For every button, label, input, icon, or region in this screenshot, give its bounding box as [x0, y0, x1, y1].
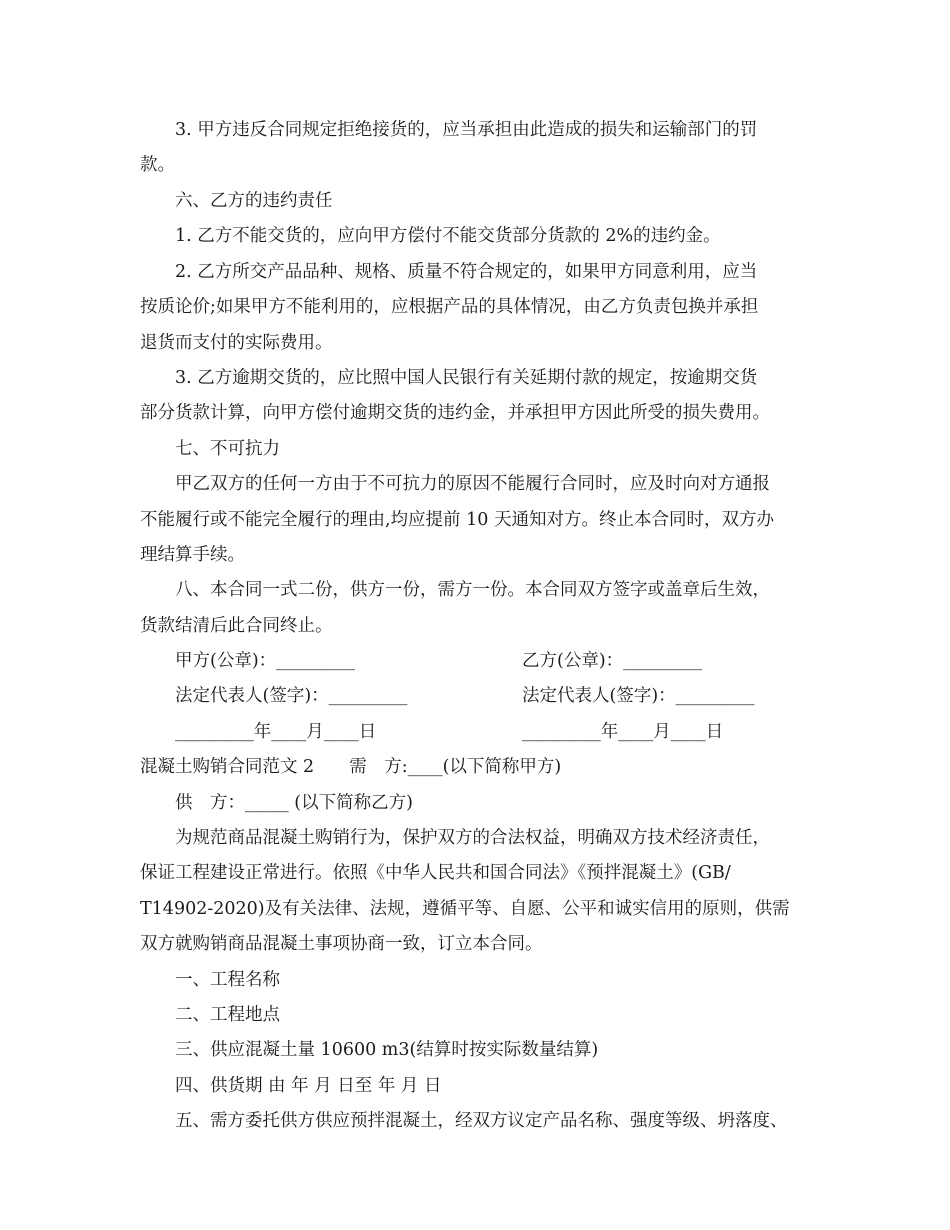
section-heading: 四、供货期 由 年 月 日至 年 月 日 — [175, 1076, 442, 1096]
party-a-representative: 法定代表人(签字)：_________ — [175, 686, 408, 706]
paragraph-line: 按质论价;如果甲方不能利用的，应根据产品的具体情况，由乙方负责包换并承担 — [140, 297, 759, 317]
paragraph-line: T14902-2020)及有关法律、法规，遵循平等、自愿、公平和诚实信用的原则，供需 — [140, 899, 790, 919]
party-b-representative: 法定代表人(签字)：_________ — [522, 686, 755, 706]
contract-title-line: 混凝土购销合同范文 2 需 方:____(以下简称甲方) — [140, 757, 562, 777]
paragraph-line: 退货而支付的实际费用。 — [140, 333, 333, 353]
section-heading: 六、乙方的违约责任 — [175, 191, 333, 211]
section-heading: 七、不可抗力 — [175, 439, 280, 459]
section-heading: 一、工程名称 — [175, 970, 280, 990]
section-heading: 五、需方委托供方供应预拌混凝土，经双方议定产品名称、强度等级、坍落度、 — [175, 1111, 788, 1131]
paragraph-line: 1. 乙方不能交货的，应向甲方偿付不能交货部分货款的 2%的违约金。 — [175, 226, 721, 246]
paragraph-line: 双方就购销商品混凝土事项协商一致，订立本合同。 — [140, 934, 543, 954]
party-a-seal: 甲方(公章)：_________ — [175, 651, 355, 671]
paragraph-line: 保证工程建设正常进行。依照《中华人民共和国合同法》《预拌混凝土》(GB/ — [140, 863, 731, 883]
paragraph-line: 为规范商品混凝土购销行为，保护双方的合法权益，明确双方技术经济责任， — [175, 828, 770, 848]
paragraph-line: 款。 — [140, 155, 175, 175]
paragraph-line: 3. 甲方违反合同规定拒绝接货的，应当承担由此造成的损失和运输部门的罚 — [175, 120, 758, 140]
paragraph-line: 部分货款计算，向甲方偿付逾期交货的违约金，并承担甲方因此所受的损失费用。 — [140, 403, 770, 423]
paragraph-line: 货款结清后此合同终止。 — [140, 616, 333, 636]
party-b-date: _________年____月____日 — [522, 722, 724, 742]
paragraph-line: 八、本合同一式二份，供方一份，需方一份。本合同双方签字或盖章后生效， — [175, 580, 770, 600]
party-a-date: _________年____月____日 — [175, 722, 377, 742]
paragraph-line: 不能履行或不能完全履行的理由,均应提前 10 天通知对方。终止本合同时，双方办 — [140, 510, 774, 530]
paragraph-line: 供 方：_____ (以下简称乙方) — [175, 793, 413, 813]
party-b-seal: 乙方(公章)：_________ — [522, 651, 702, 671]
paragraph-line: 3. 乙方逾期交货的，应比照中国人民银行有关延期付款的规定，按逾期交货 — [175, 368, 758, 388]
paragraph-line: 理结算手续。 — [140, 545, 245, 565]
paragraph-line: 2. 乙方所交产品品种、规格、质量不符合规定的，如果甲方同意利用，应当 — [175, 262, 758, 282]
section-heading: 二、工程地点 — [175, 1005, 280, 1025]
section-heading: 三、供应混凝土量 10600 m3(结算时按实际数量结算) — [175, 1040, 599, 1060]
paragraph-line: 甲乙双方的任何一方由于不可抗力的原因不能履行合同时，应及时向对方通报 — [175, 474, 770, 494]
